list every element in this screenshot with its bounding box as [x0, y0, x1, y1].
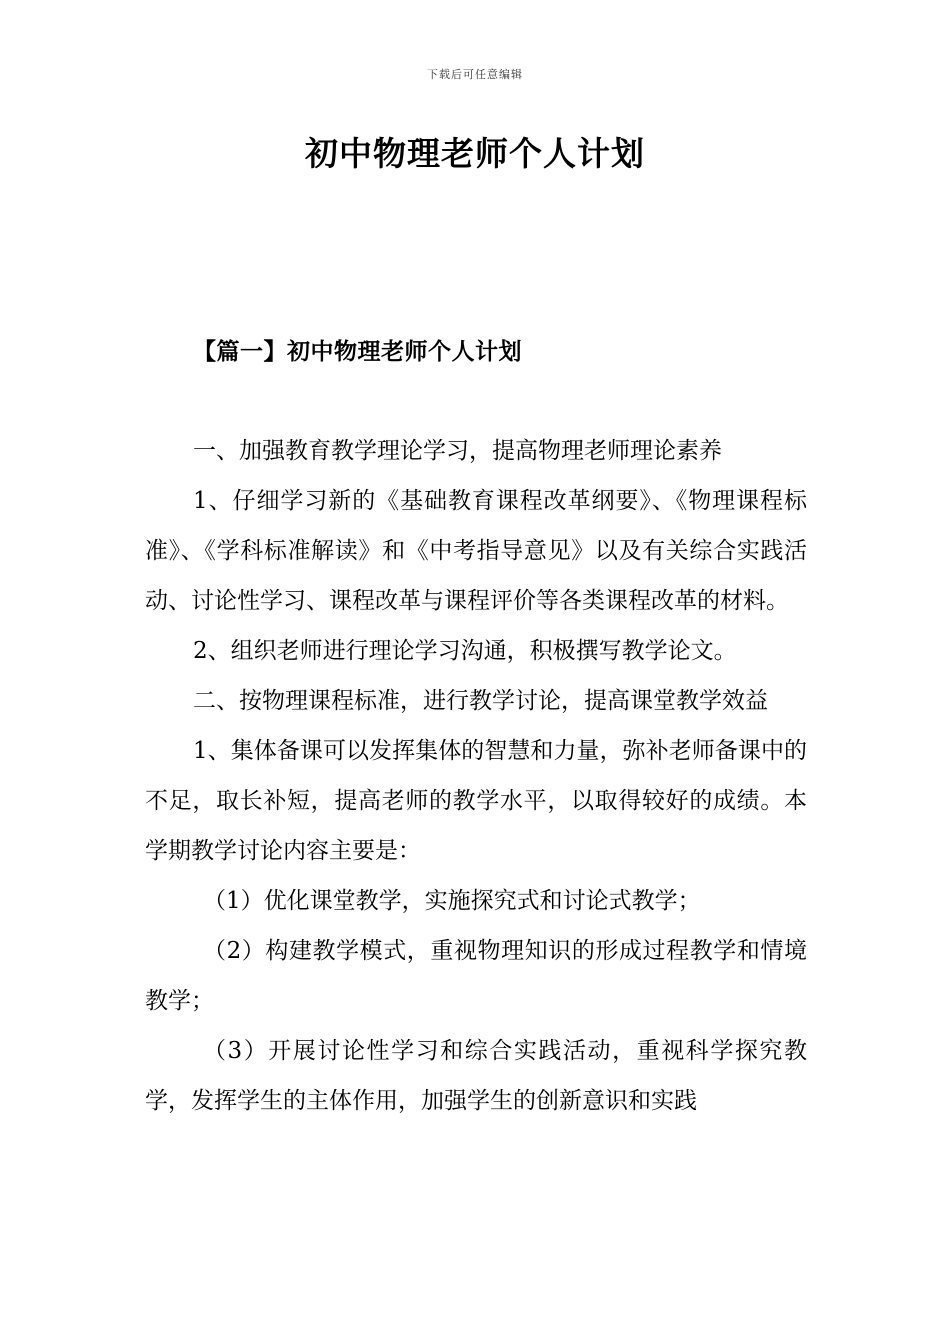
- paragraph: 1、集体备课可以发挥集体的智慧和力量，弥补老师备课中的不足，取长补短，提高老师的教学水平，以取得较好的成绩。本学期教学讨论内容主要是：: [145, 738, 807, 864]
- document-title: 初中物理老师个人计划: [305, 134, 645, 173]
- header-note: 下载后可任意编辑: [427, 68, 523, 81]
- paragraph: 2、组织老师进行理论学习沟通，积极撰写教学论文。: [193, 638, 737, 664]
- list-item: （2）构建教学模式，重视物理知识的形成过程教学和情境教学；: [145, 938, 807, 1014]
- paragraph: 1、仔细学习新的《基础教育课程改革纲要》、《物理课程标准》、《学科标准解读》和《中考指导意见》以及有关综合实践活动、讨论性学习、课程改革与课程评价等各类课程改革的材料。: [145, 488, 807, 614]
- body-text: [145, 426, 807, 1126]
- paragraph-heading-2: 二、按物理课程标准，进行教学讨论，提高课堂教学效益: [193, 688, 768, 714]
- paragraph-heading-1: 一、加强教育教学理论学习，提高物理老师理论素养: [193, 438, 722, 464]
- list-item: （1）优化课堂教学，实施探究式和讨论式教学；: [203, 888, 701, 914]
- section-heading: 【篇一】初中物理老师个人计划: [193, 338, 522, 365]
- list-item: （3）开展讨论性学习和综合实践活动，重视科学探究教学，发挥学生的主体作用，加强学生的创新意识和实践: [145, 1038, 807, 1114]
